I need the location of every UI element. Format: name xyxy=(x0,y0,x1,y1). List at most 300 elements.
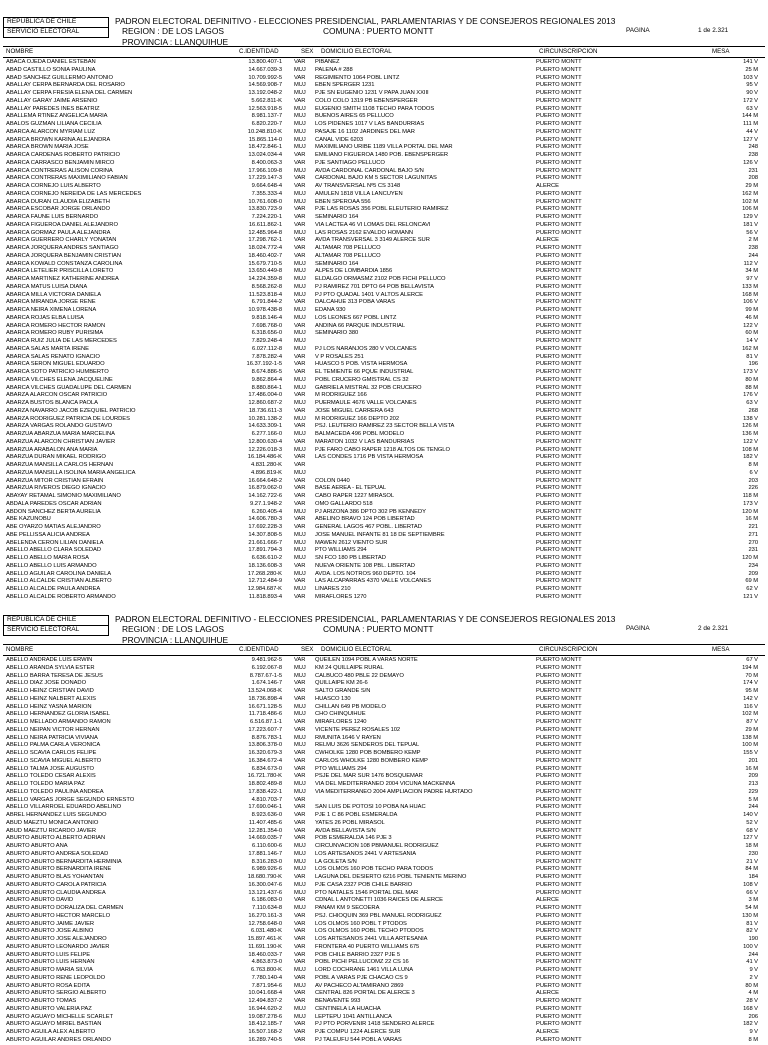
col-domicilio: DOMICILIO ELECTORAL xyxy=(321,646,392,653)
voter-name: ABUD MAEZTU MONICA ANTONIO xyxy=(6,819,99,826)
voter-name: ABALOS GUZMAN LILIANA CECILIA xyxy=(6,121,102,127)
voter-domicilio: SN FCO 180 PB LIBERTAD xyxy=(315,555,386,561)
padron-page-2 xyxy=(0,606,768,1043)
voter-name: ABELLO BARRA TERESA DE JESUS xyxy=(6,672,103,679)
voter-circunscripcion: PUERTO MONTT xyxy=(536,773,582,780)
voter-domicilio: DALCAHUE 313 POBA VARAS xyxy=(315,299,395,306)
voter-domicilio: PTO WILLIAMS 294 xyxy=(315,765,367,772)
voter-cedula: 18.680.790-K xyxy=(247,874,282,880)
voter-row xyxy=(6,400,762,408)
voter-domicilio: CWHOLKE 1280 POB BOMBERO KEMP xyxy=(315,750,421,756)
voter-cedula: 15.679.710-5 xyxy=(248,260,282,267)
voter-cedula: 21.661.666-7 xyxy=(248,539,282,546)
voter-domicilio: YATES 26 POBL MIRASOL xyxy=(315,819,385,826)
voter-domicilio: POB ESMERALDA 146 PJE 3 xyxy=(315,835,392,842)
voter-row xyxy=(6,688,762,696)
voter-cedula: 6.791.844-2 xyxy=(251,299,282,306)
voter-mesa: 106 V xyxy=(743,299,758,306)
column-header-bar xyxy=(3,46,765,58)
voter-domicilio: SEMINARIO 164 xyxy=(315,214,359,220)
voter-sexo: VAR xyxy=(294,773,306,780)
voter-sexo: MUJ xyxy=(294,866,306,873)
voter-circunscripcion: PUERTO MONTT xyxy=(536,547,582,554)
voter-row xyxy=(6,509,762,517)
voter-sexo: VAR xyxy=(294,819,306,826)
voter-mesa: 142 V xyxy=(743,695,758,702)
voter-mesa: 173 V xyxy=(743,500,758,507)
voter-sexo: VAR xyxy=(294,97,306,104)
voter-mesa: 213 xyxy=(748,781,758,787)
voter-mesa: 176 V xyxy=(743,392,758,399)
voter-cedula: 18.460.402-7 xyxy=(248,252,282,259)
voter-mesa: 244 xyxy=(748,804,758,811)
voter-row xyxy=(6,431,762,439)
voter-sexo: MUJ xyxy=(294,905,306,911)
voter-row xyxy=(6,121,762,129)
voter-cedula: 6.186.083-0 xyxy=(251,897,282,904)
voter-domicilio: PJ RAMIREZ 701 DPTO 64 POB BELLAVISTA xyxy=(315,283,434,290)
voter-circunscripcion: PUERTO MONTT xyxy=(536,206,582,213)
voter-domicilio: ANDINA 66 PARQUE INDUSTRIAL xyxy=(315,322,406,329)
voter-cedula: 8.316.283-0 xyxy=(251,858,282,865)
voter-mesa: 69 M xyxy=(745,578,758,585)
voter-domicilio: OMO GALLARDO 518 xyxy=(315,500,373,507)
voter-sexo: VAR xyxy=(294,897,306,904)
voter-mesa: 120 M xyxy=(742,508,758,515)
voter-row xyxy=(6,874,762,882)
voter-cedula: 12.984.687-K xyxy=(247,586,282,592)
voter-cedula: 6.834.673-0 xyxy=(251,765,282,772)
voter-name: ABURTO ABURTO TOMAS xyxy=(6,998,77,1004)
voter-row xyxy=(6,160,762,168)
voter-row xyxy=(6,1006,762,1014)
voter-sexo: VAR xyxy=(294,245,306,251)
voter-cedula: 17.223.607-7 xyxy=(248,726,282,733)
voter-sexo: MUJ xyxy=(294,376,306,383)
voter-mesa: 184 xyxy=(748,874,758,880)
voter-circunscripcion: PUERTO MONTT xyxy=(536,951,582,958)
voter-cedula: 11.718.486-6 xyxy=(248,711,282,718)
voter-circunscripcion: PUERTO MONTT xyxy=(536,299,582,306)
voter-sexo: MUJ xyxy=(294,190,306,197)
voter-row xyxy=(6,168,762,176)
voter-row xyxy=(6,696,762,704)
voter-row xyxy=(6,416,762,424)
voter-mesa: 8 M xyxy=(748,462,758,468)
voter-name: ABURTO ABURTO ROSA EDITA xyxy=(6,982,90,989)
voter-mesa: 112 V xyxy=(743,260,758,267)
voter-circunscripcion: PUERTO MONTT xyxy=(536,175,582,182)
voter-row xyxy=(6,354,762,362)
voter-row xyxy=(6,812,762,820)
voter-domicilio: EDAÑA 930 xyxy=(315,307,346,313)
voter-circunscripcion: PUERTO MONTT xyxy=(536,982,582,989)
voter-cedula: 10.248.810-K xyxy=(247,128,282,135)
voter-mesa: 81 V xyxy=(746,920,758,927)
voter-sexo: VAR xyxy=(294,407,306,414)
voter-name: ABURTO ABURTO SERGIO ALBERTO xyxy=(6,990,107,997)
voter-row xyxy=(6,245,762,253)
voter-name: ABURTO AGUAYO MIRIEL BASTIAN xyxy=(6,1021,102,1028)
voter-sexo: VAR xyxy=(294,423,306,430)
voter-mesa: 29 M xyxy=(745,726,758,733)
voter-domicilio: PJE CASA 2327 POB CHILE BARRIO xyxy=(315,881,413,888)
voter-cedula: 7.780.140-4 xyxy=(251,974,282,981)
voter-row xyxy=(6,563,762,571)
voter-circunscripcion: PUERTO MONTT xyxy=(536,245,582,251)
voter-sexo: VAR xyxy=(294,361,306,368)
voter-row xyxy=(6,936,762,944)
voter-cedula: 6.820.220-7 xyxy=(251,121,282,127)
voter-name: ABURTO ABURTO DORALIZA DEL CARMEN xyxy=(6,905,124,911)
voter-sexo: MUJ xyxy=(294,260,306,267)
voter-mesa: 46 M xyxy=(745,314,758,321)
voter-domicilio: CARLOS WHOLKE 1280 BOMBERO KEMP xyxy=(315,757,428,764)
voter-row xyxy=(6,237,762,245)
voter-circunscripcion: PUERTO MONTT xyxy=(536,144,582,151)
voter-domicilio: PTO WILLIAMS 294 xyxy=(315,547,367,554)
voter-cedula: 19.087.278-6 xyxy=(248,1013,282,1020)
voter-domicilio: RMUNITA 1646 V RAYEN xyxy=(315,734,381,741)
voter-sexo: VAR xyxy=(294,974,306,981)
voter-domicilio: ABELINO BRAVO 124 POB LIBERTAD xyxy=(315,516,415,523)
voter-row xyxy=(6,820,762,828)
voter-domicilio: CALBUCO 480 PBLE 22 DEMAYO xyxy=(315,672,404,679)
voter-sexo: VAR xyxy=(294,726,306,733)
voter-mesa: 87 V xyxy=(746,719,758,725)
voter-circunscripcion: PUERTO MONTT xyxy=(536,672,582,679)
voter-mesa: 68 V xyxy=(746,827,758,834)
voter-name: ABURTO ABURTO JAIME JAVIER xyxy=(6,920,95,927)
voter-circunscripcion: PUERTO MONTT xyxy=(536,695,582,702)
voter-row xyxy=(6,735,762,743)
voter-cedula: 16.507.168-2 xyxy=(248,1029,282,1035)
voter-sexo: VAR xyxy=(294,214,306,220)
voter-domicilio: PJE FARO CABO RAPER 1218 ALTOS DE TENGLO xyxy=(315,446,450,453)
voter-cedula: 16.270.161-3 xyxy=(248,912,282,919)
voter-sexo: VAR xyxy=(294,454,306,461)
voter-mesa: 206 xyxy=(748,1013,758,1020)
voter-row xyxy=(6,944,762,952)
voter-row xyxy=(6,773,762,781)
voter-cedula: 6.110.600-6 xyxy=(252,843,282,849)
voter-domicilio: LOS LEONES 667 POBL LINTZ xyxy=(315,314,397,321)
voter-cedula: 16.944.620-2 xyxy=(248,1005,282,1012)
pagina-label: PAGINA xyxy=(626,27,650,34)
voter-cedula: 14.633.309-1 xyxy=(248,423,282,430)
voter-domicilio: PJ PTO PORVENIR 1418 SENDERO ALERCE xyxy=(315,1021,435,1028)
voter-name: ABARCA GORMAZ PAULA ALEJANDRA xyxy=(6,229,111,236)
voter-sexo: VAR xyxy=(294,951,306,958)
provincia-line: PROVINCIA : LLANQUIHUE xyxy=(122,635,229,645)
voter-row xyxy=(6,766,762,774)
voter-cedula: 10.761.608-0 xyxy=(248,198,282,205)
voter-domicilio: VICENTE PEREZ ROSALES 102 xyxy=(315,726,401,733)
voter-sexo: MUJ xyxy=(294,469,306,476)
voter-sexo: VAR xyxy=(294,221,306,228)
voter-sexo: VAR xyxy=(294,688,306,694)
voter-circunscripcion: PUERTO MONTT xyxy=(536,369,582,375)
voter-sexo: VAR xyxy=(294,827,306,834)
voter-circunscripcion: PUERTO MONTT xyxy=(536,353,582,360)
voter-mesa: 14 V xyxy=(746,338,758,344)
voter-sexo: MUJ xyxy=(294,136,306,143)
voter-domicilio: HUASCO 5 POB. VISTA HERMOSA xyxy=(315,361,408,368)
voter-cedula: 8.923.636-0 xyxy=(251,812,282,818)
voter-mesa: 9 V xyxy=(749,1029,758,1035)
voter-mesa: 4 M xyxy=(748,990,758,997)
voter-sexo: VAR xyxy=(294,562,306,569)
voter-sexo: VAR xyxy=(294,796,306,803)
voter-mesa: 67 V xyxy=(746,657,758,663)
voter-row xyxy=(6,276,762,284)
voter-name: ABURTO ABURTO JOSE ALEJANDRO xyxy=(6,936,107,942)
voter-mesa: 203 xyxy=(748,477,758,484)
voter-name: ABARCA ESCOBAR JORGE ORLANDO xyxy=(6,206,110,213)
voter-sexo: MUJ xyxy=(294,539,306,546)
voter-row xyxy=(6,392,762,400)
voter-sexo: MUJ xyxy=(294,547,306,554)
voter-name: ABARCA SOTO PATRICIO HUMBERTO xyxy=(6,369,109,375)
voter-name: ABURTO AGUILAR ANDRES ORLANDO xyxy=(6,1036,111,1043)
voter-sexo: MUJ xyxy=(294,167,306,174)
voter-cedula: 18.736.611-3 xyxy=(248,407,282,414)
voter-mesa: 196 xyxy=(748,361,758,368)
voter-domicilio: POB CHILE BARRIO 2327 PJE 5 xyxy=(315,951,400,958)
voter-mesa: 209 xyxy=(748,570,758,577)
voter-circunscripcion: PUERTO MONTT xyxy=(536,866,582,873)
voter-sexo: MUJ xyxy=(294,446,306,453)
voter-row xyxy=(6,377,762,385)
voter-row xyxy=(6,804,762,812)
voter-cedula: 8.674.886-5 xyxy=(251,369,282,375)
voter-domicilio: AVDA TRANSVERSAL 3 3149 ALERCE SUR xyxy=(315,237,430,244)
voter-mesa: 270 xyxy=(748,539,758,546)
voter-name: ABELLO ABELLO LUIS ARMANDO xyxy=(6,562,97,569)
voter-domicilio: PJE LAS ROSAS 356 POBL ELEUTERIO RAMIREZ xyxy=(315,206,449,213)
voter-row xyxy=(6,191,762,199)
voter-domicilio: LAS ALCAPARRAS 4370 VALLE VOLCANES xyxy=(315,578,432,585)
voter-cedula: 18.136.608-3 xyxy=(248,562,282,569)
voter-cedula: 13.800.407-1 xyxy=(248,59,282,65)
voter-row xyxy=(6,1014,762,1022)
page-number: 1 de 2.321 xyxy=(698,27,729,34)
voter-row xyxy=(6,501,762,509)
voter-row xyxy=(6,727,762,735)
voter-row xyxy=(6,470,762,478)
voter-mesa: 127 V xyxy=(743,835,758,842)
voter-name: ABARCA NEIRA XIMENA LORENA xyxy=(6,307,97,313)
voter-row xyxy=(6,183,762,191)
institution-box xyxy=(3,17,109,38)
voter-cedula: 13.524.068-K xyxy=(247,688,282,694)
voter-mesa: 208 xyxy=(748,175,758,182)
voter-circunscripcion: PUERTO MONTT xyxy=(536,680,582,687)
voter-domicilio: GABRIELA MISTRAL 32 POB CRUCERO xyxy=(315,384,422,391)
voter-circunscripcion: PUERTO MONTT xyxy=(536,1021,582,1028)
voter-name: ABAD SANCHEZ GUILLERMO ANTONIO xyxy=(6,74,113,81)
voter-name: ABELLO ARANDA SYLVIA ESTER xyxy=(6,664,95,671)
voter-circunscripcion: PUERTO MONTT xyxy=(536,804,582,811)
voter-cedula: 14.667.039-3 xyxy=(248,66,282,73)
org-line-2: SERVICIO ELECTORAL xyxy=(7,625,80,633)
voter-domicilio: LOS OLMOS 160 POBL T PTODOS xyxy=(315,920,407,927)
voter-name: ABARZA VARGAS ROLANDO GUSTAVO xyxy=(6,423,113,430)
voter-circunscripcion: PUERTO MONTT xyxy=(536,812,582,818)
voter-circunscripcion: PUERTO MONTT xyxy=(536,493,582,499)
voter-cedula: 17.268.280-K xyxy=(247,570,282,577)
voter-cedula: 17.486.004-0 xyxy=(248,392,282,399)
voter-domicilio: JOSE MIGUEL CARRERA 643 xyxy=(315,407,394,414)
voter-name: ABELLO HERNANDEZ GLORIA ISABEL xyxy=(6,711,110,718)
voter-row xyxy=(6,555,762,563)
voter-circunscripcion: PUERTO MONTT xyxy=(536,454,582,461)
voter-domicilio: LAGUNA DEL DESIERTO 6216 POBL TENIENTE MERINO xyxy=(315,874,467,880)
voter-cedula: 17.881.146-7 xyxy=(248,850,282,857)
voter-name: ABARCA CORNEJO LUIS ALBERTO xyxy=(6,183,101,189)
voter-sexo: MUJ xyxy=(294,843,306,849)
voter-sexo: MUJ xyxy=(294,276,306,282)
voter-domicilio: CIRCUNVACION 108 PBMANUEL RODRIGUEZ xyxy=(315,843,439,849)
voter-circunscripcion: PUERTO MONTT xyxy=(536,593,582,600)
voter-domicilio: LAS CONDES 1716 PB VISTA HERMOSA xyxy=(315,454,424,461)
voter-domicilio: PJ ARIZONA 386 DPTO 302 PB KENNEDY xyxy=(315,508,426,515)
voter-domicilio: AVDA. LOS NOTROS 960 DEPTO. 104 xyxy=(315,570,416,577)
voter-circunscripcion: PUERTO MONTT xyxy=(536,850,582,857)
voter-cedula: 11.691.190-K xyxy=(248,943,282,950)
voter-cedula: 9.862.864-4 xyxy=(251,376,282,383)
voter-cedula: 9.481.962-5 xyxy=(251,657,282,663)
voter-cedula: 16.664.648-2 xyxy=(248,477,282,484)
voter-circunscripcion: PUERTO MONTT xyxy=(536,198,582,205)
voter-sexo: MUJ xyxy=(294,229,306,236)
voter-mesa: 81 V xyxy=(746,353,758,360)
voter-mesa: 122 V xyxy=(743,438,758,445)
voter-cedula: 10.041.668-4 xyxy=(248,990,282,997)
voter-mesa: 66 V xyxy=(746,889,758,896)
voter-sexo: VAR xyxy=(294,1029,306,1035)
voter-name: ABARZUA MITOR CRISTIAN EFRAIN xyxy=(6,477,104,484)
voter-circunscripcion: PUERTO MONTT xyxy=(536,136,582,143)
voter-cedula: 17.690.046-1 xyxy=(248,804,282,811)
voter-name: ABELLO PALMA CARLA VERONICA xyxy=(6,742,101,749)
voter-cedula: 9.27.1.948-2 xyxy=(250,500,282,507)
voter-cedula: 14.569.908-7 xyxy=(248,82,282,89)
col-domicilio: DOMICILIO ELECTORAL xyxy=(321,48,392,55)
voter-row xyxy=(6,928,762,936)
voter-cedula: 15.897.461-K xyxy=(247,936,282,942)
voter-domicilio: PIBAÑEZ xyxy=(315,59,340,65)
voter-circunscripcion: PUERTO MONTT xyxy=(536,889,582,896)
voter-circunscripcion: PUERTO MONTT xyxy=(536,400,582,406)
voter-row xyxy=(6,82,762,90)
voter-mesa: 120 M xyxy=(742,555,758,561)
voter-mesa: 16 M xyxy=(745,516,758,523)
voter-sexo: MUJ xyxy=(294,781,306,787)
voter-domicilio: ALTAMAR 708 PELLUCO xyxy=(315,245,381,251)
voter-name: ABURTO ABURTO JOSE ALBINO xyxy=(6,928,94,935)
voter-circunscripcion: PUERTO MONTT xyxy=(536,307,582,313)
voter-cedula: 15.865.114-0 xyxy=(248,136,282,143)
voter-domicilio: V P ROSALES 251 xyxy=(315,353,364,360)
voter-row xyxy=(6,408,762,416)
voter-name: ABELLO VILLARROEL EDUARDO ABELINO xyxy=(6,804,122,811)
voter-name: ABE PELLISSA ALICIA ANDREA xyxy=(6,531,90,538)
voter-domicilio: LA GOLETA S/N xyxy=(315,858,357,865)
voter-sexo: MUJ xyxy=(294,66,306,73)
voter-name: ABARCA MATUS LUISA DIANA xyxy=(6,283,88,290)
voter-circunscripcion: PUERTO MONTT xyxy=(536,688,582,694)
voter-circunscripcion: PUERTO MONTT xyxy=(536,555,582,561)
voter-name: ABELLO MELLADO ARMANDO RAMON xyxy=(6,719,111,725)
voter-name: ABELLO TOLEDO MARIA PAZ xyxy=(6,781,85,787)
voter-domicilio: PASAJE 16 1102 JARDINES DEL MAR xyxy=(315,128,415,135)
voter-domicilio: POBL PICHI PELLUCOMZ 22 CS 16 xyxy=(315,959,409,966)
voter-name: ABARCA ALARCON MYRIAM LUZ xyxy=(6,128,95,135)
voter-domicilio: ELDALGO ORMASMZ 2102 POB FICHI PELLUCO xyxy=(315,276,446,282)
voter-mesa: 172 V xyxy=(743,97,758,104)
voter-mesa: 99 M xyxy=(745,307,758,313)
col-cedula: C.IDENTIDAD xyxy=(239,48,279,55)
voter-mesa: 5 M xyxy=(748,796,758,803)
voter-circunscripcion: PUERTO MONTT xyxy=(536,338,582,344)
voter-cedula: 1.674.146-7 xyxy=(251,680,282,687)
voter-circunscripcion: PUERTO MONTT xyxy=(536,376,582,383)
voter-name: ABELLO ALCALDE PAULA ANDREA xyxy=(6,586,101,592)
col-mesa: MESA xyxy=(712,48,730,55)
voter-domicilio: EL TEMIENTE 66 PQUE INDUSTRIAL xyxy=(315,369,414,375)
voter-sexo: MUJ xyxy=(294,734,306,741)
voter-cedula: 18.802.489-8 xyxy=(248,781,282,787)
voter-row xyxy=(6,230,762,238)
voter-circunscripcion: PUERTO MONTT xyxy=(536,928,582,935)
col-sexo: SEX xyxy=(301,48,314,55)
voter-row xyxy=(6,704,762,712)
voter-domicilio: AV TRANSVERSAL Nº5 CS 3148 xyxy=(315,183,401,189)
voter-row xyxy=(6,253,762,261)
voter-domicilio: LORD COCHRANE 1461 VILLA LUNA xyxy=(315,967,414,973)
voter-mesa: 209 xyxy=(748,773,758,780)
voter-sexo: VAR xyxy=(294,757,306,764)
voter-sexo: MUJ xyxy=(294,1005,306,1012)
document-title: PADRON ELECTORAL DEFINITIVO - ELECCIONES PRESIDENCIAL, PARLAMENTARIAS Y DE CONSEJEROS REGIONALES 2013 xyxy=(115,614,616,624)
voter-mesa: 271 xyxy=(748,531,758,538)
voter-mesa: 88 M xyxy=(745,384,758,391)
voter-circunscripcion: PUERTO MONTT xyxy=(536,1036,582,1043)
voter-circunscripcion: PUERTO MONTT xyxy=(536,905,582,911)
voter-mesa: 174 V xyxy=(743,680,758,687)
voter-cedula: 12.485.964-8 xyxy=(248,229,282,236)
voter-row xyxy=(6,975,762,983)
voter-mesa: 118 M xyxy=(742,493,758,499)
voter-circunscripcion: PUERTO MONTT xyxy=(536,392,582,399)
voter-circunscripcion: PUERTO MONTT xyxy=(536,322,582,329)
voter-name: ABARZA ALARCON OSCAR PATRICIO xyxy=(6,392,108,399)
voter-sexo: VAR xyxy=(294,353,306,360)
voter-circunscripcion: PUERTO MONTT xyxy=(536,268,582,275)
voter-cedula: 11.818.893-4 xyxy=(248,593,282,600)
voter-cedula: 6.989.926-6 xyxy=(251,866,282,873)
voter-mesa: 95 M xyxy=(745,688,758,694)
voter-mesa: 56 V xyxy=(746,229,758,236)
voter-row xyxy=(6,439,762,447)
voter-cedula: 6.516.87.1-1 xyxy=(250,719,282,725)
voter-mesa: 60 M xyxy=(745,330,758,337)
voter-domicilio: PTO NATALES 1546 PORTAL DEL MAR xyxy=(315,889,419,896)
voter-row xyxy=(6,913,762,921)
voter-circunscripcion: PUERTO MONTT xyxy=(536,423,582,430)
voter-row xyxy=(6,890,762,898)
